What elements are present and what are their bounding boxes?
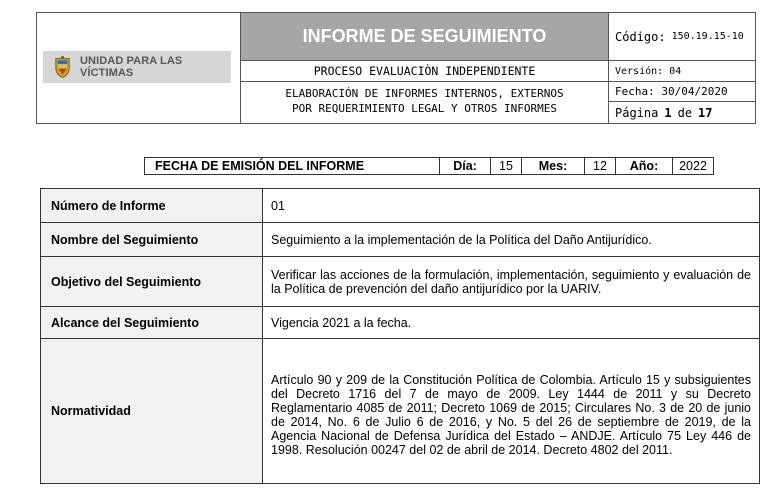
table-row xyxy=(41,223,759,257)
process-name: PROCESO EVALUACIÒN INDEPENDIENTE xyxy=(241,61,609,82)
report-info-table xyxy=(40,188,760,484)
row-value: Artículo 90 y 209 de la Constitución Política de Colombia. Artículo 15 y subsiguientes del Decreto 1716 del 7 de mayo de 2009. Ley 1444 de 2011 y su Decreto Reglamentario 4085 de 2011; Decreto 1069 de 2015; Circulares No. 3 de 20 de junio de 2014, No. 6 de Julio 6 de 2016, y No. 5 del 26 de septiembre de 2019, de la Agencia Nacional de Defensa Jurídica del Estado – ANDJE. Artículo 75 Ley 446 de 1998. Resolución 00247 del 02 de abril de 2014. Decreto 4802 del 2011. xyxy=(271,373,751,457)
row-label: Normatividad xyxy=(41,339,263,483)
document-date: Fecha: 30/04/2020 xyxy=(609,82,755,102)
row-label: Alcance del Seguimiento xyxy=(41,307,263,338)
table-row xyxy=(41,307,759,339)
document-code xyxy=(609,13,755,61)
row-label: Objetivo del Seguimiento xyxy=(41,257,263,306)
document-version: Versión: 04 xyxy=(609,61,755,82)
day-label: Día: xyxy=(439,157,491,175)
page-label: Página xyxy=(615,105,659,120)
year-label: Año: xyxy=(615,157,673,175)
code-value: 150.19.15-10 xyxy=(671,31,744,42)
emission-date-label: FECHA DE EMISIÓN DEL INFORME xyxy=(144,157,440,175)
logo-cell xyxy=(37,13,241,123)
page-total: 17 xyxy=(698,105,713,120)
month-value: 12 xyxy=(584,157,616,175)
table-row xyxy=(41,257,759,307)
document-header xyxy=(36,12,756,124)
report-title: INFORME DE SEGUIMIENTO xyxy=(241,13,609,61)
table-row xyxy=(41,339,759,483)
elaboration-text xyxy=(241,82,609,123)
row-value: Verificar las acciones de la formulación, implementación, seguimiento y evaluación de la Política de prevención del daño antijurídico por la UARIV. xyxy=(271,267,751,296)
row-value: 01 xyxy=(271,198,285,213)
day-value: 15 xyxy=(490,157,522,175)
code-label: Código: xyxy=(615,29,666,44)
elaboration-line-2: POR REQUERIMIENTO LEGAL Y OTROS INFORMES xyxy=(292,102,557,115)
logo-text: UNIDAD PARA LAS VÍCTIMAS xyxy=(80,55,183,79)
coat-of-arms-icon xyxy=(53,55,72,79)
elaboration-line-1: ELABORACIÓN DE INFORMES INTERNOS, EXTERNOS xyxy=(285,87,564,100)
row-label: Número de Informe xyxy=(41,189,263,222)
year-value: 2022 xyxy=(672,157,714,175)
page-of: de xyxy=(677,105,693,120)
row-value: Seguimiento a la implementación de la Política del Daño Antijurídico. xyxy=(271,232,652,247)
row-value: Vigencia 2021 a la fecha. xyxy=(271,315,412,330)
logo xyxy=(43,51,231,83)
table-row xyxy=(41,189,759,223)
page-current: 1 xyxy=(664,105,672,120)
page-number xyxy=(609,102,755,123)
row-label: Nombre del Seguimiento xyxy=(41,223,263,256)
month-label: Mes: xyxy=(521,157,585,175)
